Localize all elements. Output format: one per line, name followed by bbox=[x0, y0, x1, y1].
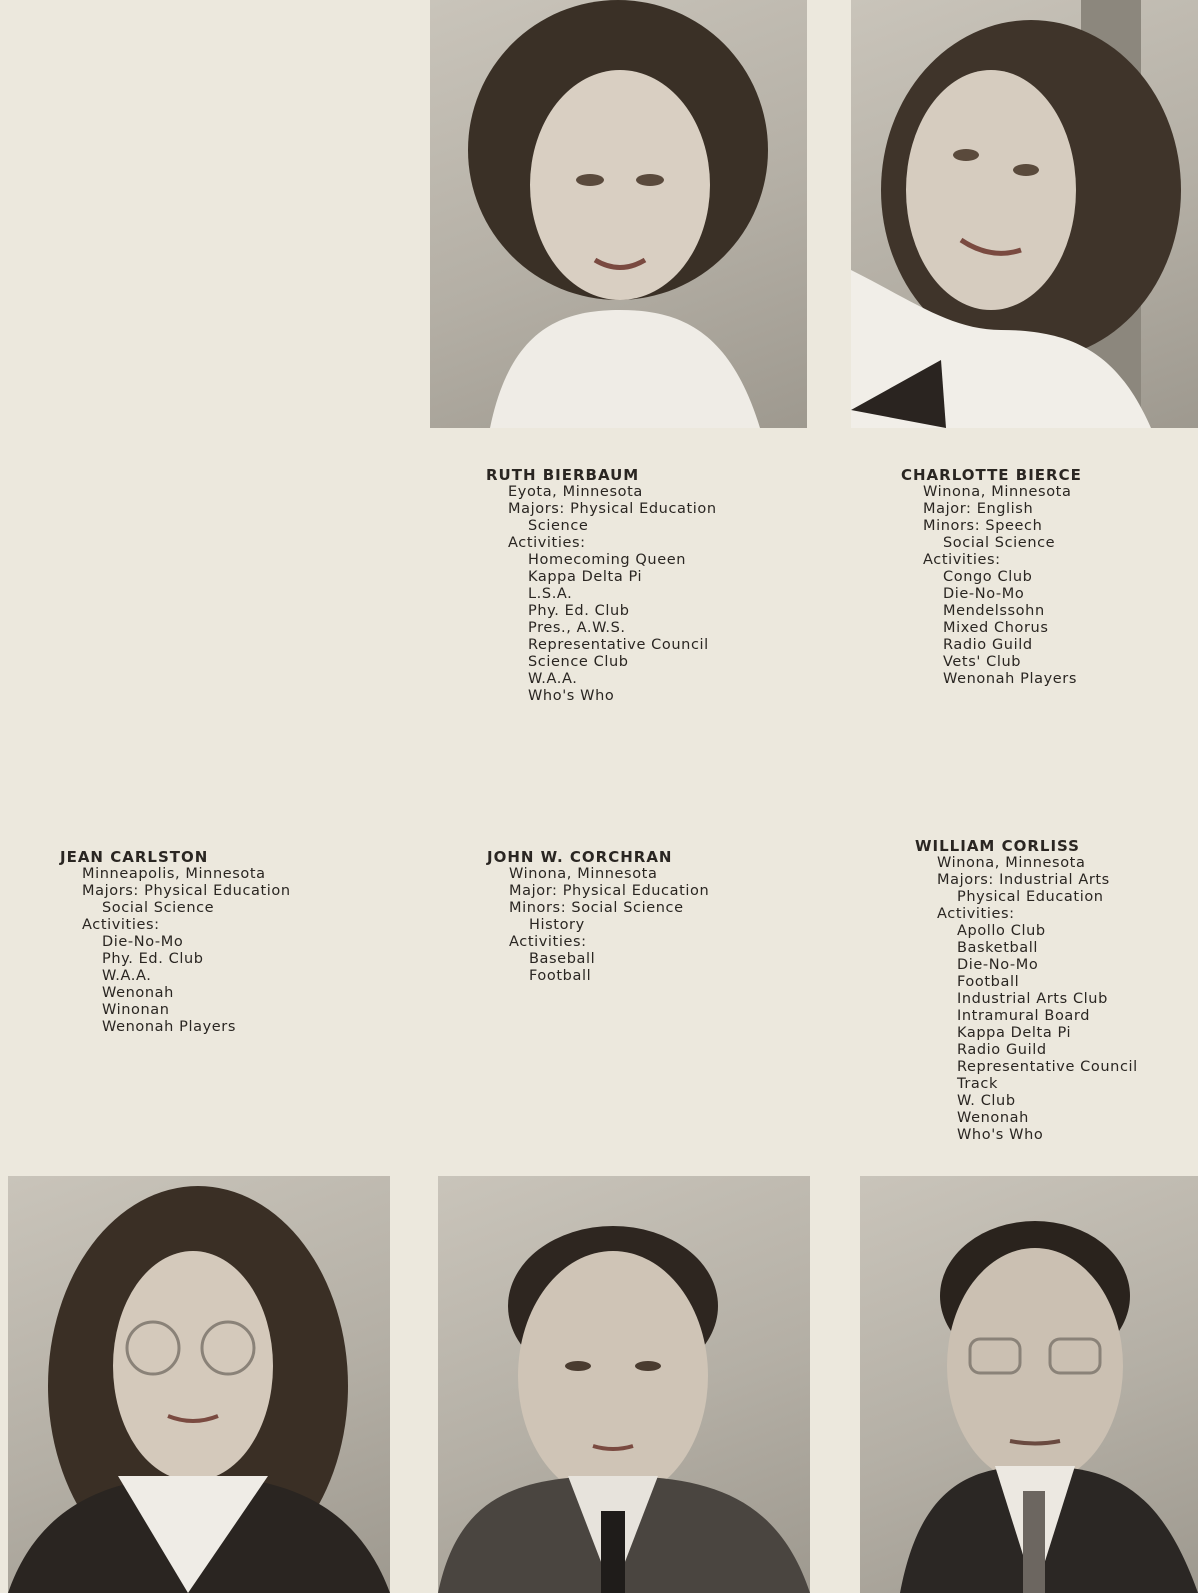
activity-item: Football bbox=[529, 968, 592, 984]
portrait-silhouette bbox=[851, 0, 1198, 428]
activities-label: Activities: bbox=[508, 535, 586, 551]
student-name: JEAN CARLSTON bbox=[60, 848, 209, 866]
portrait-charlotte-bierce bbox=[851, 0, 1198, 428]
bio-jean-carlston bbox=[60, 849, 291, 1036]
majors-extra: Social Science bbox=[102, 900, 215, 916]
activity-item: Kappa Delta Pi bbox=[528, 569, 643, 585]
activity-item: Football bbox=[957, 974, 1020, 990]
student-name: JOHN W. CORCHRAN bbox=[487, 848, 673, 866]
hometown: Winona, Minnesota bbox=[923, 484, 1072, 500]
minors-extra: History bbox=[529, 917, 585, 933]
portrait-silhouette bbox=[430, 0, 807, 428]
portrait-silhouette bbox=[860, 1176, 1198, 1593]
activity-item: Representative Council bbox=[528, 637, 709, 653]
activity-item: Baseball bbox=[529, 951, 596, 967]
activity-item: L.S.A. bbox=[528, 586, 573, 602]
activity-item: W.A.A. bbox=[102, 968, 152, 984]
major: Major: Physical Education bbox=[509, 883, 710, 899]
majors-extra: Science bbox=[528, 518, 589, 534]
majors: Majors: Physical Education bbox=[508, 501, 717, 517]
activity-item: Mendelssohn bbox=[943, 603, 1045, 619]
minors: Minors: Speech bbox=[923, 518, 1043, 534]
bio-william-corliss bbox=[915, 838, 1138, 1144]
activity-item: Who's Who bbox=[528, 688, 615, 704]
minors-extra: Social Science bbox=[943, 535, 1056, 551]
activity-item: Apollo Club bbox=[957, 923, 1046, 939]
activity-item: Intramural Board bbox=[957, 1008, 1091, 1024]
activities-label: Activities: bbox=[937, 906, 1015, 922]
activity-item: Basketball bbox=[957, 940, 1039, 956]
hometown: Minneapolis, Minnesota bbox=[82, 866, 266, 882]
student-name: RUTH BIERBAUM bbox=[486, 466, 640, 484]
activity-item: Phy. Ed. Club bbox=[528, 603, 630, 619]
activity-item: Phy. Ed. Club bbox=[102, 951, 204, 967]
activity-item: Science Club bbox=[528, 654, 629, 670]
activities-label: Activities: bbox=[82, 917, 160, 933]
activity-item: Wenonah bbox=[957, 1110, 1029, 1126]
bio-john-w-corchran bbox=[487, 849, 709, 985]
portrait-william-corliss bbox=[860, 1176, 1198, 1593]
hometown: Winona, Minnesota bbox=[937, 855, 1086, 871]
portrait-john-w-corchran bbox=[438, 1176, 810, 1593]
activity-item: Die-No-Mo bbox=[102, 934, 184, 950]
hometown: Eyota, Minnesota bbox=[508, 484, 643, 500]
portrait-silhouette bbox=[8, 1176, 390, 1593]
bio-ruth-bierbaum bbox=[486, 467, 717, 705]
activity-item: Radio Guild bbox=[943, 637, 1033, 653]
activity-item: W.A.A. bbox=[528, 671, 578, 687]
hometown: Winona, Minnesota bbox=[509, 866, 658, 882]
activity-item: Vets' Club bbox=[943, 654, 1022, 670]
major: Major: English bbox=[923, 501, 1034, 517]
portrait-silhouette bbox=[438, 1176, 810, 1593]
portrait-jean-carlston bbox=[8, 1176, 390, 1593]
activity-item: Kappa Delta Pi bbox=[957, 1025, 1072, 1041]
activity-item: Mixed Chorus bbox=[943, 620, 1049, 636]
activity-item: W. Club bbox=[957, 1093, 1016, 1109]
student-name: WILLIAM CORLISS bbox=[915, 837, 1080, 855]
activity-item: Die-No-Mo bbox=[943, 586, 1025, 602]
portrait-ruth-bierbaum bbox=[430, 0, 807, 428]
activity-item: Congo Club bbox=[943, 569, 1033, 585]
minors: Minors: Social Science bbox=[509, 900, 684, 916]
activity-item: Wenonah bbox=[102, 985, 174, 1001]
majors: Majors: Industrial Arts bbox=[937, 872, 1110, 888]
activities-label: Activities: bbox=[509, 934, 587, 950]
activity-item: Winonan bbox=[102, 1002, 170, 1018]
activity-item: Pres., A.W.S. bbox=[528, 620, 626, 636]
majors: Majors: Physical Education bbox=[82, 883, 291, 899]
student-name: CHARLOTTE BIERCE bbox=[901, 466, 1082, 484]
activity-item: Wenonah Players bbox=[943, 671, 1078, 687]
activity-item: Homecoming Queen bbox=[528, 552, 687, 568]
activity-item: Representative Council bbox=[957, 1059, 1138, 1075]
activities-label: Activities: bbox=[923, 552, 1001, 568]
activity-item: Radio Guild bbox=[957, 1042, 1047, 1058]
activity-item: Who's Who bbox=[957, 1127, 1044, 1143]
activity-item: Track bbox=[957, 1076, 998, 1092]
bio-charlotte-bierce bbox=[901, 467, 1082, 688]
activity-item: Die-No-Mo bbox=[957, 957, 1039, 973]
majors-extra: Physical Education bbox=[957, 889, 1104, 905]
activity-item: Wenonah Players bbox=[102, 1019, 237, 1035]
activity-item: Industrial Arts Club bbox=[957, 991, 1108, 1007]
